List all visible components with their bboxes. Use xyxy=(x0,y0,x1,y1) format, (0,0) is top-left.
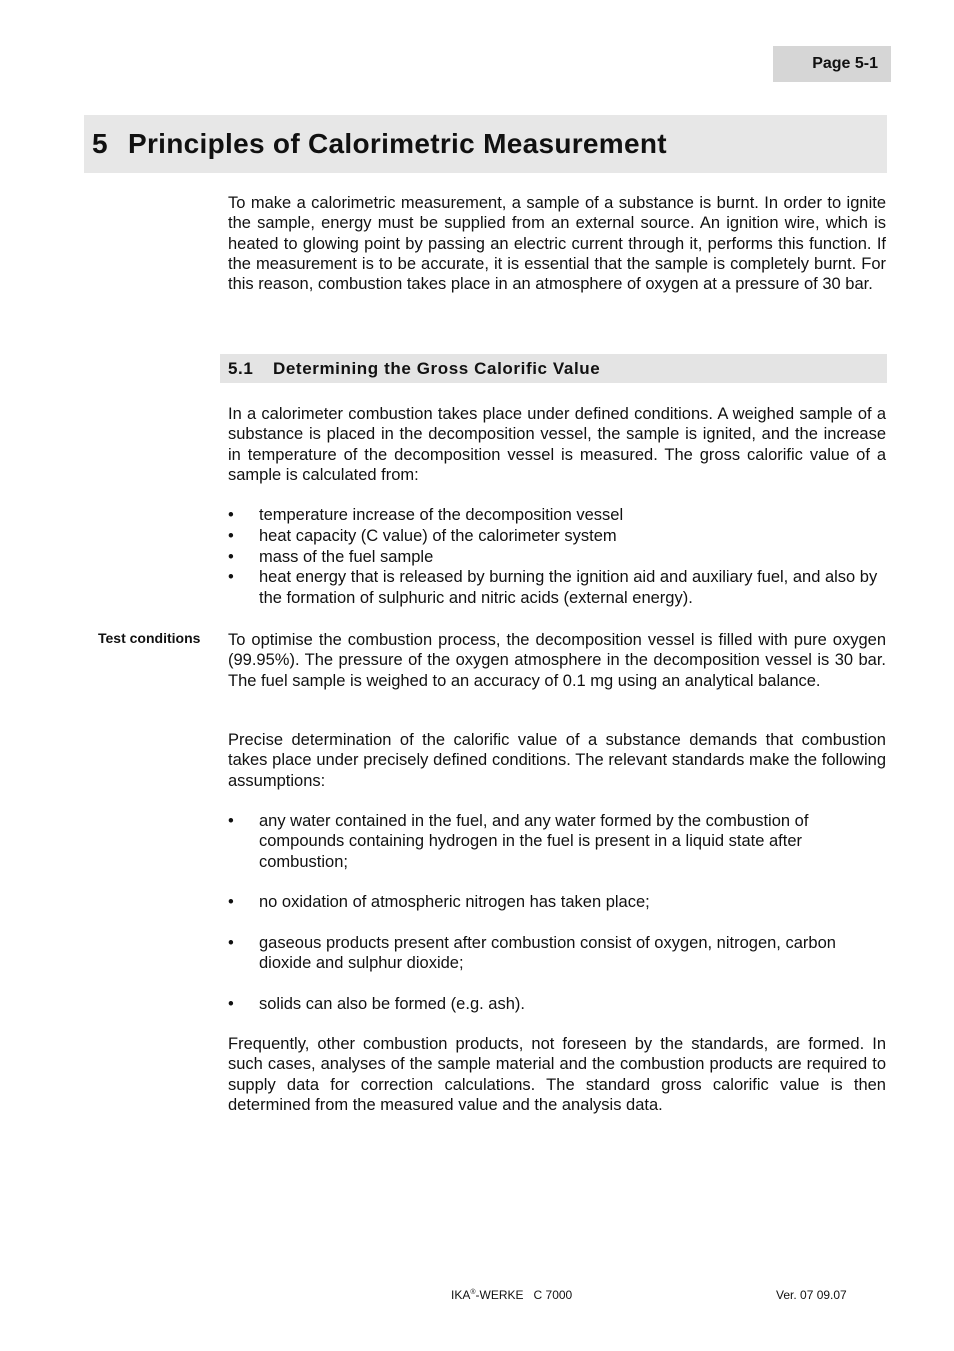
assumptions-list xyxy=(228,811,886,1035)
section-title: Determining the Gross Calorific Value xyxy=(273,358,601,378)
bullet-icon: • xyxy=(228,893,234,912)
list-item-text: solids can also be formed (e.g. ash). xyxy=(259,995,525,1014)
chapter-heading xyxy=(84,115,887,173)
bullet-icon: • xyxy=(228,547,234,566)
page-number-text: Page 5-1 xyxy=(812,55,878,72)
bullet-icon: • xyxy=(228,995,234,1014)
bullet-icon: • xyxy=(228,568,234,587)
footer-version: Ver. 07 09.07 xyxy=(776,1288,847,1302)
list-item xyxy=(228,811,886,872)
bullet-icon: • xyxy=(228,506,234,524)
section-number: 5.1 xyxy=(228,358,254,378)
chapter-title: Principles of Calorimetric Measurement xyxy=(128,128,667,159)
list-item-text: mass of the fuel sample xyxy=(259,547,434,566)
section-paragraph-2: To optimise the combustion process, the decomposition vessel is filled with pure oxygen (99.95%). The pressure of the oxygen atmosphere in the decomposition vessel is 30 bar. The fuel sample is weighed to an accuracy of 0.1 mg using an analytical balance. xyxy=(228,631,886,690)
bullet-icon: • xyxy=(228,526,234,545)
margin-note-test-conditions: Test conditions xyxy=(98,630,201,646)
list-item-text: any water contained in the fuel, and any water formed by the combustion of compounds containing hydrogen in the fuel is present in a liquid state after combustion; xyxy=(259,812,809,871)
registered-mark: ® xyxy=(470,1289,476,1296)
footer-brand: IKA xyxy=(451,1288,471,1302)
list-item-text: heat capacity (C value) of the calorimeter system xyxy=(259,526,617,545)
list-item-text: temperature increase of the decomposition vessel xyxy=(259,506,624,524)
calculation-factors-list xyxy=(228,505,886,609)
list-item xyxy=(228,892,886,912)
section-paragraph-3: Precise determination of the calorific value of a substance demands that combustion takes place under precisely defined conditions. The relevant standards make the following assumptions: xyxy=(228,731,886,790)
list-item xyxy=(228,505,886,526)
list-item xyxy=(228,526,886,547)
footer-product-name: -WERKE C 7000 xyxy=(475,1288,573,1302)
chapter-number: 5 xyxy=(92,128,108,159)
bullet-icon: • xyxy=(228,934,234,953)
list-item-text: heat energy that is released by burning the ignition aid and auxiliary fuel, and also by the formation of sulphuric and nitric acids (external energy). xyxy=(259,568,878,608)
list-item xyxy=(228,933,886,974)
list-item-text: gaseous products present after combustion consist of oxygen, nitrogen, carbon dioxide and sulphur dioxide; xyxy=(259,934,836,973)
list-item xyxy=(228,547,886,568)
intro-paragraph: To make a calorimetric measurement, a sample of a substance is burnt. In order to ignite the sample, energy must be supplied from an external source. An ignition wire, which is heated to glowing point by passing an electric current through it, performs this function. If the measurement is to be accurate, it is essential that the sample is completely burnt. For this reason, combustion takes place in an atmosphere of oxygen at a pressure of 30 bar. xyxy=(228,194,886,294)
list-item-text: no oxidation of atmospheric nitrogen has taken place; xyxy=(259,893,650,912)
footer-product xyxy=(451,1288,572,1302)
section-paragraph-1: In a calorimeter combustion takes place under defined conditions. A weighed sample of a substance is placed in the decomposition vessel, the sample is ignited, and the increase in temperature of the decomposition vessel is measured. The gross calorific value of a sample is calculated from: xyxy=(228,405,886,484)
bullet-icon: • xyxy=(228,812,234,830)
section-heading xyxy=(220,354,887,383)
page-number-label xyxy=(773,46,891,82)
list-item xyxy=(228,567,886,609)
list-item xyxy=(228,994,886,1014)
section-paragraph-4: Frequently, other combustion products, not foreseen by the standards, are formed. In such cases, analyses of the sample material and the combustion products are required to supply data for correction calculations. The standard gross calorific value is then determined from the measured value and the analysis data. xyxy=(228,1035,886,1114)
